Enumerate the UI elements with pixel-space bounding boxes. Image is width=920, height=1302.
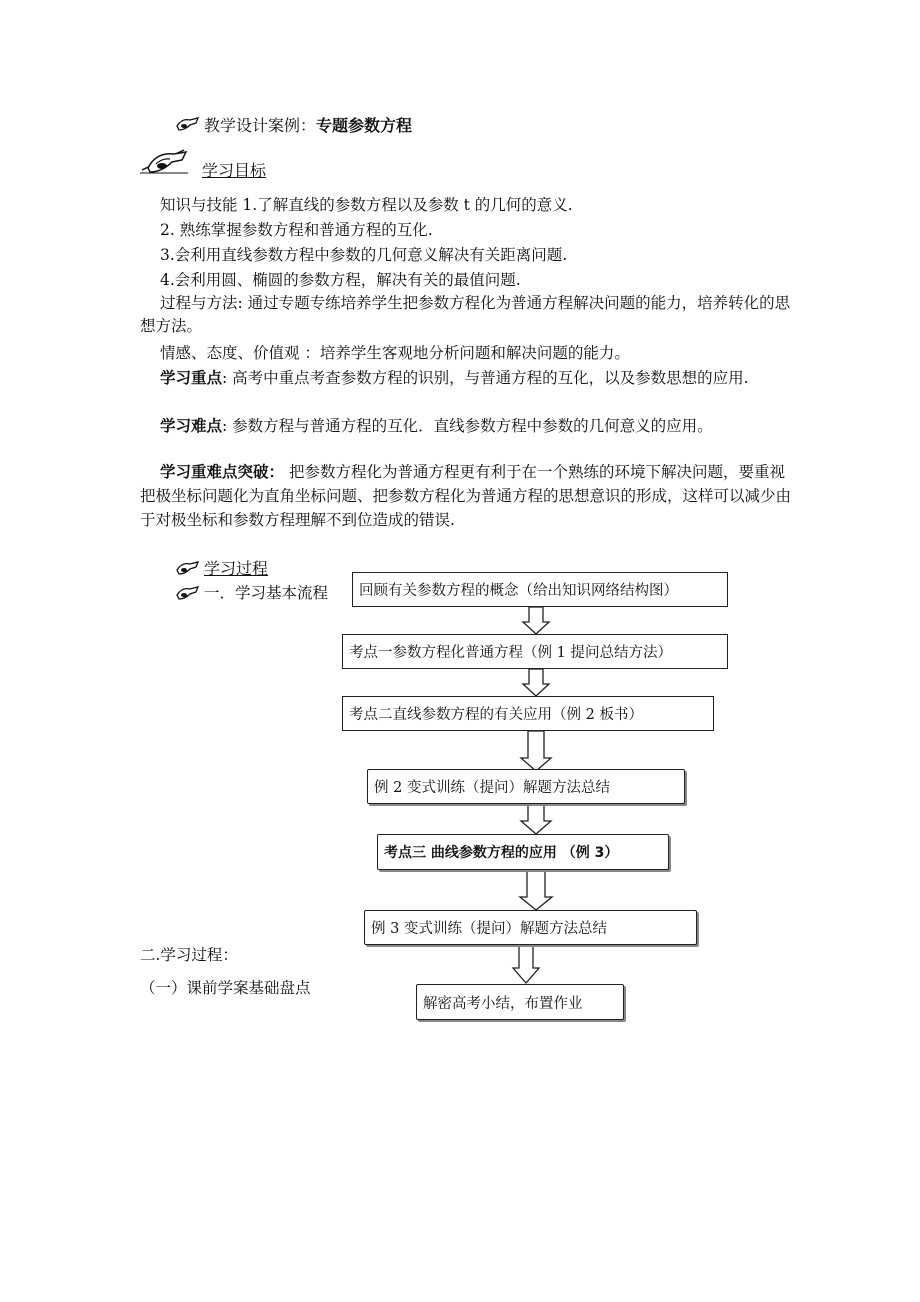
flow-arrow-2: [523, 669, 549, 696]
flow-step-5: 考点三 曲线参数方程的应用 （例 3）: [377, 834, 669, 870]
goal-line-3: 3.会利用直线参数方程中参数的几何意义解决有关距离问题.: [160, 246, 568, 264]
flow-step-3: 考点二直线参数方程的有关应用（例 2 板书）: [342, 696, 714, 731]
flow-arrow-6: [513, 945, 539, 983]
goal-line-2: 2. 熟练掌握参数方程和普通方程的互化.: [160, 221, 433, 239]
section-heading-goals: 学习目标: [202, 161, 267, 180]
goal-emotion: 情感、态度、价值观 ：培养学生客观地分析问题和解决问题的能力。: [160, 344, 630, 362]
flow-step-2: 考点一参数方程化普通方程（例 1 提问总结方法）: [342, 634, 728, 669]
breakthrough-label: 学习重难点突破：: [160, 462, 285, 481]
flow-arrow-5: [520, 870, 552, 910]
document-title-main: 专题参数方程: [316, 116, 413, 135]
key-point-text: : 高考中重点考查参数方程的识别，与普通方程的互化，以及参数思想的应用.: [222, 369, 749, 387]
difficult-point-text: : 参数方程与普通方程的互化．直线参数方程中参数的几何意义的应用。: [222, 417, 713, 435]
goal-process-text: : 通过专题专练培养学生把参数方程化为普通方程解决问题的能力，培养转化的思想方法。: [140, 294, 791, 335]
part-two-heading: 二.学习过程：: [140, 946, 238, 964]
breakthrough-text: 把参数方程化为普通方程更有利于在一个熟练的环境下解决问题，要重视把极坐标问题化为直角坐标问题、把参数方程化为普通方程的思想意识的形成，这样可以减少由于对极坐标和参数方程理解不到位造成的错误.: [140, 463, 792, 529]
goal-line-1-prefix: 知识与技能 1.: [160, 196, 258, 214]
document-title-prefix: 教学设计案例：: [204, 116, 317, 135]
goal-line-1-text: 了解直线的参数方程以及参数 t 的几何的意义.: [257, 196, 573, 214]
flow-step-1: 回顾有关参数方程的概念（给出知识网络结构图）: [352, 572, 728, 607]
flow-arrow-3: [521, 731, 551, 771]
part-two-subheading: （一）课前学案基础盘点: [140, 979, 311, 997]
key-point-label: 学习重点: [160, 368, 223, 387]
difficult-point-label: 学习难点: [160, 416, 223, 435]
section-heading-process: 学习过程: [204, 559, 269, 578]
goal-line-4: 4.会利用圆、椭圆的参数方程，解决有关的最值问题.: [160, 271, 521, 289]
flow-intro: 一．学习基本流程: [204, 584, 329, 602]
flow-arrow-1: [523, 607, 549, 634]
flow-step-6: 例 3 变式训练（提问）解题方法总结: [364, 910, 697, 945]
flow-step-4: 例 2 变式训练（提问）解题方法总结: [367, 769, 685, 804]
flow-step-7: 解密高考小结，布置作业: [416, 984, 624, 1020]
goal-process-label: 过程与方法: [160, 294, 238, 312]
flow-arrow-4: [521, 804, 551, 834]
